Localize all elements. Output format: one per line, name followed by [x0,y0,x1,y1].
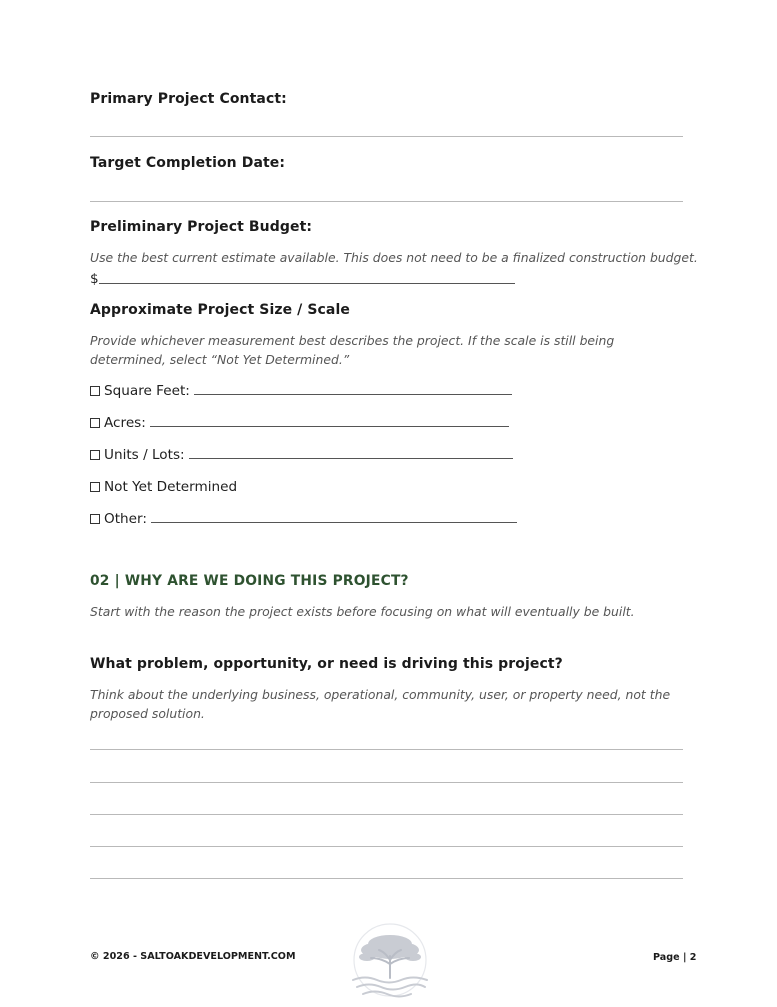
section-intro: Start with the reason the project exists before focusing on what will eventually be built. [90,604,635,619]
checkbox-icon[interactable] [90,514,100,524]
option-units-lots[interactable] [90,445,513,463]
fill-line[interactable] [151,521,517,523]
answer-line-2[interactable] [90,782,683,783]
currency-symbol: $ [90,271,99,287]
option-square-feet[interactable] [90,381,512,399]
question-hint: Think about the underlying business, operational, community, user, or property need, not the proposed solution. [90,687,671,721]
option-label: Not Yet Determined [104,479,238,495]
size-hint: Provide whichever measurement best describes the project. If the scale is still being determined, select “Not Yet Determined.” [90,333,615,367]
option-label: Square Feet: [104,383,190,399]
option-acres[interactable] [90,413,509,431]
primary-contact-line[interactable] [90,136,683,137]
question-heading: What problem, opportunity, or need is driving this project? [90,656,563,672]
option-label: Other: [104,511,147,527]
option-label: Units / Lots: [104,447,185,463]
footer-copyright: © 2026 - SALTOAKDEVELOPMENT.COM [90,951,296,962]
checkbox-icon[interactable] [90,386,100,396]
answer-line-3[interactable] [90,814,683,815]
section-title: 02 | WHY ARE WE DOING THIS PROJECT? [90,573,409,589]
budget-label: Preliminary Project Budget: [90,219,313,235]
checkbox-icon[interactable] [90,450,100,460]
answer-line-4[interactable] [90,846,683,847]
option-not-yet-determined[interactable] [90,477,237,495]
budget-hint: Use the best current estimate available. This does not need to be a finalized construction budget. [90,250,698,265]
answer-line-5[interactable] [90,878,683,879]
footer-page-number: Page | 2 [653,952,697,963]
checkbox-icon[interactable] [90,418,100,428]
option-other[interactable] [90,509,517,527]
fill-line[interactable] [150,425,509,427]
target-date-label: Target Completion Date: [90,155,286,171]
option-label: Acres: [104,415,146,431]
target-date-line[interactable] [90,201,683,202]
oak-tree-logo-icon [345,920,435,998]
size-label: Approximate Project Size / Scale [90,302,350,318]
primary-contact-label: Primary Project Contact: [90,91,287,107]
checkbox-icon[interactable] [90,482,100,492]
fill-line[interactable] [194,393,512,395]
budget-field[interactable] [90,269,515,287]
budget-fill-line[interactable] [99,283,515,284]
fill-line[interactable] [189,457,513,459]
answer-line-1[interactable] [90,749,683,750]
